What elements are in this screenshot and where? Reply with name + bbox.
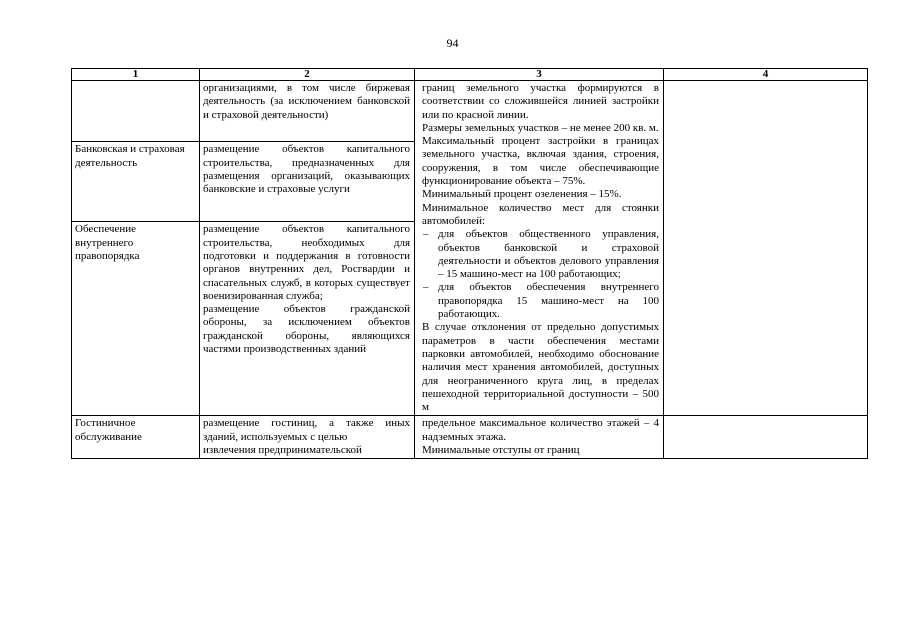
cell-notes — [664, 81, 868, 416]
cell-use-name: Обеспечение внутреннего правопорядка — [72, 222, 200, 416]
parameters-boundary: границ земельного участка формируются в соответствии со сложившейся линией застройки или по красной линии. — [422, 82, 659, 121]
zoning-regulations-table — [71, 68, 868, 459]
parameters-max-coverage: Максимальный процент застройки в границах земельного участка, включая здания, строения, сооружения, в том числе обеспечивающие функционирование объекта – 75%. — [422, 135, 659, 188]
list-item: – для объектов общественного управления, объектов банковской и страховой деятельности и объектов делового управления – 15 машино-мест на 100 работающих; — [422, 228, 659, 281]
header-col-3: 3 — [415, 69, 664, 81]
header-col-4: 4 — [664, 69, 868, 81]
table-row — [72, 81, 868, 142]
parameters-parking-intro: Минимальное количество мест для стоянки автомобилей: — [422, 201, 659, 227]
page-number: 94 — [446, 36, 459, 50]
table-row — [72, 416, 868, 459]
cell-use-description: размещение объектов капитального строительства, необходимых для подготовки и поддержания в готовности органов внутренних дел, Росгвардии и спасательных служб, в которых существует военизированная служба; размещение объектов гражданской обороны, за исключением объектов гражданской обороны, являющихся частями производственных зданий — [200, 222, 415, 416]
header-col-2: 2 — [200, 69, 415, 81]
parameters-deviation: В случае отклонения от предельно допустимых параметров в части обеспечения местами парковки автомобилей, необходимо обоснование наличия мест хранения автомобилей, доступных для неограниченного круга лиц, в пределах пешеходной территориальной доступности – 500 м — [422, 321, 659, 414]
table-header-row — [72, 69, 868, 81]
parking-list — [422, 228, 659, 321]
header-col-1: 1 — [72, 69, 200, 81]
cell-parameters — [415, 81, 664, 416]
cell-notes — [664, 416, 868, 459]
cell-use-description: организациями, в том числе биржевая деятельность (за исключением банковской и страховой деятельности) — [200, 81, 415, 142]
cell-use-name: Гостиничное обслуживание — [72, 416, 200, 459]
parameters-min-greening: Минимальный процент озеленения – 15%. — [422, 188, 622, 201]
cell-use-description: размещение гостиниц, а также иных зданий, используемых с целью извлечения предпринимательской — [200, 416, 415, 459]
cell-use-name: Банковская и страховая деятельность — [72, 142, 200, 222]
list-item: – для объектов обеспечения внутреннего правопорядка 15 машино-мест на 100 работающих. — [422, 281, 659, 321]
cell-use-description: размещение объектов капитального строительства, предназначенных для размещения организаций, оказывающих банковские и страховые услуги — [200, 142, 415, 222]
cell-use-name — [72, 81, 200, 142]
parameters-plot-size: Размеры земельных участков – не менее 200 кв. м. — [422, 121, 659, 134]
cell-parameters: предельное максимальное количество этажей – 4 надземных этажа. Минимальные отступы от границ — [415, 416, 664, 459]
